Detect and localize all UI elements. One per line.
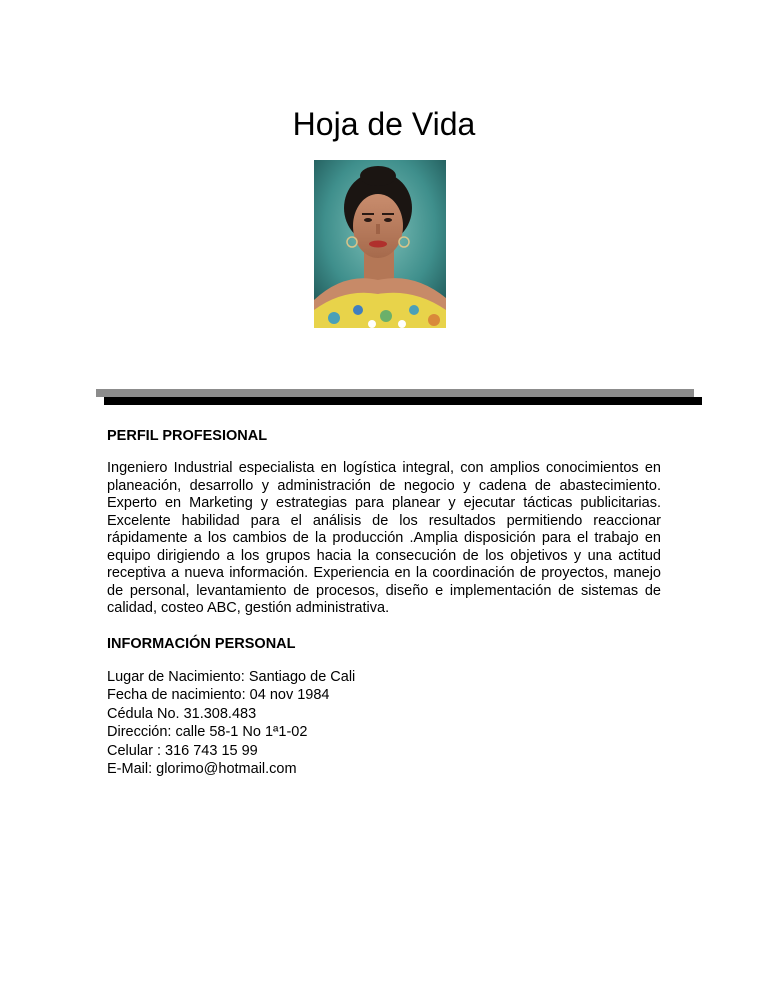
info-line-address: Dirección: calle 58-1 No 1ª1-02 (107, 724, 308, 740)
divider-gray (96, 389, 694, 397)
info-line-birthplace: Lugar de Nacimiento: Santiago de Cali (107, 668, 356, 685)
info-line-birthdate: Fecha de nacimiento: 04 nov 1984 (107, 687, 330, 703)
personal-info-list (107, 668, 661, 779)
section-heading-perfil: PERFIL PROFESIONAL (107, 428, 268, 444)
section-heading-info: INFORMACIÓN PERSONAL (107, 635, 296, 652)
info-line-phone: Celular : 316 743 15 99 (107, 742, 258, 759)
page-title: Hoja de Vida (292, 106, 476, 142)
profile-photo (314, 160, 446, 328)
resume-content (107, 426, 661, 779)
info-line-email: E-Mail: glorimo@hotmail.com (107, 761, 297, 777)
divider-black (104, 397, 702, 405)
perfil-paragraph: Ingeniero Industrial especialista en logística integral, con amplios conocimientos en planeación, desarrollo y administración de negocio y cadena de abastecimiento. Experto en Marketing y estrategias para planear y ejecutar tácticas publicitarias. Excelente habilidad para el análisis de los resultados permitiendo reaccionar rápidamente a los cambios de la producción .Amplia disposición para el trabajo en equipo dirigiendo a los grupos hacia la consecución de los objetivos y una actitud receptiva a nueva información. Experiencia en la coordinación de proyectos, manejo de personal, levantamiento de procesos, diseño e implementación de sistemas de calidad, costeo ABC, gestión administrativa. (107, 460, 661, 616)
info-line-id: Cédula No. 31.308.483 (107, 705, 257, 722)
